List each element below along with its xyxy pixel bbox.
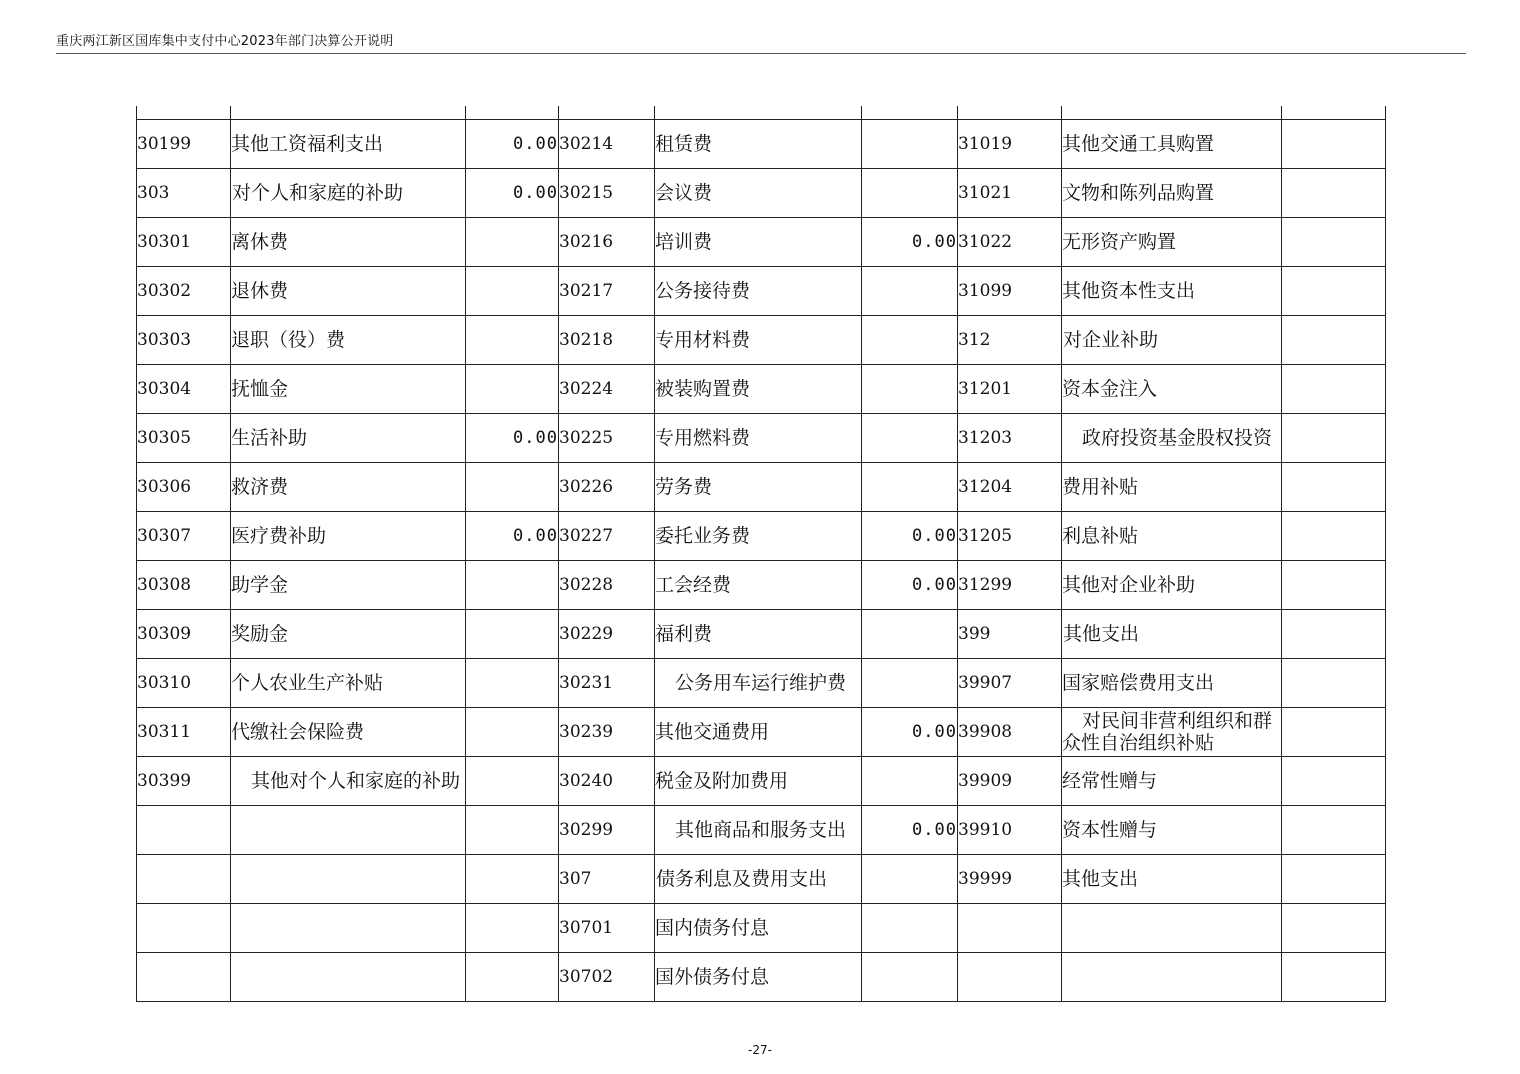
account-name bbox=[1062, 414, 1282, 463]
account-name: 救济费 bbox=[231, 463, 466, 512]
amount-value bbox=[1282, 855, 1386, 904]
account-name: 利息补贴 bbox=[1062, 512, 1282, 561]
amount-value bbox=[466, 610, 559, 659]
account-name: 国家赔偿费用支出 bbox=[1062, 659, 1282, 708]
account-code: 30305 bbox=[137, 414, 231, 463]
account-name: 培训费 bbox=[655, 218, 862, 267]
amount-value bbox=[466, 806, 559, 855]
account-code: 30214 bbox=[559, 120, 655, 169]
account-code: 30229 bbox=[559, 610, 655, 659]
account-name bbox=[1062, 708, 1282, 757]
amount-value bbox=[1282, 169, 1386, 218]
amount-value bbox=[1282, 414, 1386, 463]
account-code: 30225 bbox=[559, 414, 655, 463]
account-name: 经常性赠与 bbox=[1062, 757, 1282, 806]
account-name: 代缴社会保险费 bbox=[231, 708, 466, 757]
account-name: 其他资本性支出 bbox=[1062, 267, 1282, 316]
account-code: 31299 bbox=[958, 561, 1062, 610]
account-name: 其他对企业补助 bbox=[1062, 561, 1282, 610]
amount-value: 0.00 bbox=[466, 120, 559, 169]
account-code: 399 bbox=[958, 610, 1062, 659]
amount-value bbox=[466, 463, 559, 512]
amount-value bbox=[862, 365, 958, 414]
account-name bbox=[1062, 953, 1282, 1002]
table-row bbox=[137, 414, 1386, 463]
account-code: 30302 bbox=[137, 267, 231, 316]
account-code: 30228 bbox=[559, 561, 655, 610]
account-code: 303 bbox=[137, 169, 231, 218]
amount-value bbox=[1282, 953, 1386, 1002]
account-code: 31201 bbox=[958, 365, 1062, 414]
account-name: 文物和陈列品购置 bbox=[1062, 169, 1282, 218]
account-code: 30299 bbox=[559, 806, 655, 855]
account-code: 31203 bbox=[958, 414, 1062, 463]
account-name bbox=[231, 757, 466, 806]
account-code bbox=[958, 904, 1062, 953]
account-name-text: 其他商品和服务支出 bbox=[675, 819, 847, 841]
table-cell bbox=[466, 106, 559, 120]
account-code: 30303 bbox=[137, 316, 231, 365]
table-row bbox=[137, 904, 1386, 953]
table-row bbox=[137, 120, 1386, 169]
account-code: 307 bbox=[559, 855, 655, 904]
amount-value bbox=[1282, 463, 1386, 512]
account-code bbox=[137, 904, 231, 953]
account-name: 国外债务付息 bbox=[655, 953, 862, 1002]
account-name: 国内债务付息 bbox=[655, 904, 862, 953]
amount-value bbox=[1282, 512, 1386, 561]
account-code: 30309 bbox=[137, 610, 231, 659]
account-name: 其他交通工具购置 bbox=[1062, 120, 1282, 169]
amount-value bbox=[1282, 218, 1386, 267]
account-name: 公务接待费 bbox=[655, 267, 862, 316]
account-code: 30702 bbox=[559, 953, 655, 1002]
account-code: 39907 bbox=[958, 659, 1062, 708]
account-name-text: 对民间非营利组织和群众性自治组织补贴 bbox=[1062, 710, 1273, 754]
amount-value bbox=[862, 904, 958, 953]
account-code: 30240 bbox=[559, 757, 655, 806]
account-code: 31205 bbox=[958, 512, 1062, 561]
account-name bbox=[231, 953, 466, 1002]
account-name bbox=[655, 659, 862, 708]
account-name: 委托业务费 bbox=[655, 512, 862, 561]
account-code: 30227 bbox=[559, 512, 655, 561]
table-row bbox=[137, 365, 1386, 414]
amount-value bbox=[466, 855, 559, 904]
amount-value bbox=[1282, 904, 1386, 953]
account-name: 工会经费 bbox=[655, 561, 862, 610]
account-name bbox=[231, 904, 466, 953]
account-name: 抚恤金 bbox=[231, 365, 466, 414]
account-name: 退休费 bbox=[231, 267, 466, 316]
amount-value bbox=[862, 169, 958, 218]
amount-value: 0.00 bbox=[862, 708, 958, 757]
account-code: 30304 bbox=[137, 365, 231, 414]
amount-value bbox=[1282, 659, 1386, 708]
account-name: 税金及附加费用 bbox=[655, 757, 862, 806]
table-row bbox=[137, 218, 1386, 267]
account-name: 退职（役）费 bbox=[231, 316, 466, 365]
amount-value: 0.00 bbox=[466, 169, 559, 218]
table-row bbox=[137, 463, 1386, 512]
amount-value bbox=[1282, 365, 1386, 414]
amount-value bbox=[466, 561, 559, 610]
account-name: 专用材料费 bbox=[655, 316, 862, 365]
account-code: 30306 bbox=[137, 463, 231, 512]
table-row bbox=[137, 267, 1386, 316]
amount-value bbox=[1282, 610, 1386, 659]
account-code: 31204 bbox=[958, 463, 1062, 512]
amount-value bbox=[862, 953, 958, 1002]
account-name: 债务利息及费用支出 bbox=[655, 855, 862, 904]
amount-value bbox=[1282, 561, 1386, 610]
table-row bbox=[137, 757, 1386, 806]
amount-value bbox=[862, 659, 958, 708]
account-code: 30311 bbox=[137, 708, 231, 757]
expenditure-classification-table bbox=[136, 106, 1386, 1002]
account-name bbox=[231, 855, 466, 904]
account-code: 31099 bbox=[958, 267, 1062, 316]
amount-value bbox=[862, 267, 958, 316]
amount-value bbox=[1282, 267, 1386, 316]
table-row bbox=[137, 169, 1386, 218]
account-name bbox=[655, 806, 862, 855]
account-name: 助学金 bbox=[231, 561, 466, 610]
amount-value: 0.00 bbox=[466, 512, 559, 561]
account-code bbox=[137, 855, 231, 904]
table-cell bbox=[655, 106, 862, 120]
account-code: 30231 bbox=[559, 659, 655, 708]
account-name: 对个人和家庭的补助 bbox=[231, 169, 466, 218]
account-code: 31021 bbox=[958, 169, 1062, 218]
account-code bbox=[958, 953, 1062, 1002]
account-code: 30307 bbox=[137, 512, 231, 561]
amount-value bbox=[862, 757, 958, 806]
account-code: 30199 bbox=[137, 120, 231, 169]
account-name: 费用补贴 bbox=[1062, 463, 1282, 512]
account-code: 30217 bbox=[559, 267, 655, 316]
amount-value bbox=[466, 316, 559, 365]
amount-value bbox=[466, 365, 559, 414]
table-row bbox=[137, 610, 1386, 659]
account-code: 39908 bbox=[958, 708, 1062, 757]
account-code bbox=[137, 806, 231, 855]
account-name: 资本性赠与 bbox=[1062, 806, 1282, 855]
account-name: 会议费 bbox=[655, 169, 862, 218]
amount-value: 0.00 bbox=[862, 806, 958, 855]
table-cell bbox=[862, 106, 958, 120]
account-name: 租赁费 bbox=[655, 120, 862, 169]
account-name bbox=[231, 806, 466, 855]
account-code: 30701 bbox=[559, 904, 655, 953]
amount-value bbox=[466, 218, 559, 267]
account-name-text: 公务用车运行维护费 bbox=[675, 672, 847, 694]
amount-value bbox=[466, 267, 559, 316]
amount-value: 0.00 bbox=[862, 512, 958, 561]
document-header-title: 重庆两江新区国库集中支付中心2023年部门决算公开说明 bbox=[56, 34, 394, 49]
amount-value bbox=[1282, 708, 1386, 757]
account-code: 30308 bbox=[137, 561, 231, 610]
page-number: -27- bbox=[748, 1043, 772, 1057]
amount-value bbox=[862, 610, 958, 659]
amount-value bbox=[862, 120, 958, 169]
account-name: 无形资产购置 bbox=[1062, 218, 1282, 267]
account-name: 劳务费 bbox=[655, 463, 862, 512]
table-cell bbox=[1282, 106, 1386, 120]
account-name: 个人农业生产补贴 bbox=[231, 659, 466, 708]
amount-value bbox=[1282, 806, 1386, 855]
table-cell bbox=[1062, 106, 1282, 120]
account-code: 39910 bbox=[958, 806, 1062, 855]
amount-value: 0.00 bbox=[862, 561, 958, 610]
account-code: 30399 bbox=[137, 757, 231, 806]
account-name: 资本金注入 bbox=[1062, 365, 1282, 414]
account-code: 31022 bbox=[958, 218, 1062, 267]
table-row bbox=[137, 953, 1386, 1002]
account-code: 39999 bbox=[958, 855, 1062, 904]
account-code: 39909 bbox=[958, 757, 1062, 806]
amount-value bbox=[862, 414, 958, 463]
account-name: 医疗费补助 bbox=[231, 512, 466, 561]
account-code: 30224 bbox=[559, 365, 655, 414]
amount-value bbox=[1282, 316, 1386, 365]
account-name: 专用燃料费 bbox=[655, 414, 862, 463]
account-name: 对企业补助 bbox=[1062, 316, 1282, 365]
account-name: 离休费 bbox=[231, 218, 466, 267]
amount-value bbox=[862, 316, 958, 365]
account-name: 其他支出 bbox=[1062, 855, 1282, 904]
account-name-text: 政府投资基金股权投资 bbox=[1082, 427, 1273, 449]
account-code: 312 bbox=[958, 316, 1062, 365]
table-cell bbox=[559, 106, 655, 120]
amount-value bbox=[862, 855, 958, 904]
amount-value bbox=[862, 463, 958, 512]
table-row bbox=[137, 806, 1386, 855]
account-name: 福利费 bbox=[655, 610, 862, 659]
table-continuation-row bbox=[137, 106, 1386, 120]
account-code: 31019 bbox=[958, 120, 1062, 169]
table-cell bbox=[231, 106, 466, 120]
account-name: 其他支出 bbox=[1062, 610, 1282, 659]
header-divider bbox=[56, 53, 1466, 54]
table-row bbox=[137, 316, 1386, 365]
table-row bbox=[137, 708, 1386, 757]
account-code: 30215 bbox=[559, 169, 655, 218]
table-cell bbox=[958, 106, 1062, 120]
account-code: 30218 bbox=[559, 316, 655, 365]
amount-value bbox=[1282, 120, 1386, 169]
account-code: 30216 bbox=[559, 218, 655, 267]
account-code: 30226 bbox=[559, 463, 655, 512]
account-name: 生活补助 bbox=[231, 414, 466, 463]
amount-value: 0.00 bbox=[466, 414, 559, 463]
account-name: 其他工资福利支出 bbox=[231, 120, 466, 169]
table-row bbox=[137, 855, 1386, 904]
amount-value bbox=[466, 708, 559, 757]
table-row bbox=[137, 512, 1386, 561]
account-code: 30239 bbox=[559, 708, 655, 757]
amount-value bbox=[466, 904, 559, 953]
account-code: 30310 bbox=[137, 659, 231, 708]
amount-value bbox=[466, 953, 559, 1002]
table-cell bbox=[137, 106, 231, 120]
account-name: 其他交通费用 bbox=[655, 708, 862, 757]
amount-value bbox=[466, 659, 559, 708]
amount-value: 0.00 bbox=[862, 218, 958, 267]
account-name bbox=[1062, 904, 1282, 953]
table-row bbox=[137, 561, 1386, 610]
account-code: 30301 bbox=[137, 218, 231, 267]
table-row bbox=[137, 659, 1386, 708]
account-name-text: 其他对个人和家庭的补助 bbox=[251, 770, 461, 792]
amount-value bbox=[1282, 757, 1386, 806]
amount-value bbox=[466, 757, 559, 806]
account-name: 奖励金 bbox=[231, 610, 466, 659]
account-code bbox=[137, 953, 231, 1002]
account-name: 被装购置费 bbox=[655, 365, 862, 414]
